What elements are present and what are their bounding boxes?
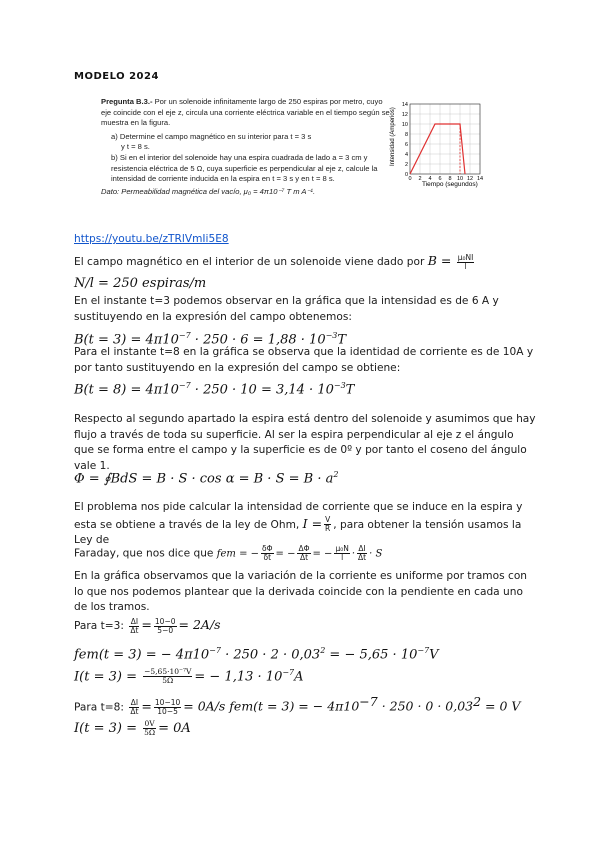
- x-tick-label: 2: [418, 176, 422, 182]
- eq3-exp: 2: [333, 470, 339, 479]
- fem-frac-2: [297, 545, 310, 562]
- x-tick-label: 4: [428, 176, 432, 182]
- eq5-num: −5,65·10⁻⁷V: [144, 667, 192, 677]
- y-tick-label: 14: [401, 102, 408, 108]
- eq5-unit: A: [294, 669, 304, 685]
- fem-d2: Δt: [299, 553, 309, 562]
- fem-dot: ·: [351, 548, 356, 560]
- fem-end: · S: [369, 548, 383, 560]
- x-tick-label: 8: [448, 176, 452, 182]
- problem-text: Por un solenoide infinitamente largo de 250 espiras por metro, cuyo eje coincide con el eje z, circula una corriente eléctrica variable en el tiempo según se muestra en la figura.: [101, 97, 390, 128]
- fem-d1: δt: [263, 553, 272, 562]
- part-a-text-2: y t = 8 s.: [121, 142, 150, 152]
- turns-per-length: N/l = 250 espiras/m: [74, 276, 207, 291]
- paragraph-faraday: [74, 545, 536, 562]
- p3-result: = 2A/s: [178, 617, 221, 632]
- p8-frac2: [154, 699, 181, 716]
- part-a-text: Determine el campo magnético en su interior para t = 3 s: [119, 131, 312, 141]
- fem-frac-4: [357, 545, 367, 562]
- fem-n3: μ₀N: [335, 544, 349, 553]
- x-tick-label: 6: [438, 176, 442, 182]
- part-b-label: b): [111, 152, 118, 162]
- ohm-num: V: [325, 515, 331, 524]
- paragraph-t8: Para el instante t=8 en la gráfica se observa que la identidad de corriente es de 10A y por tanto sustituyendo en la expresión del campo se obtiene:: [74, 346, 534, 374]
- paragraph-t3: En el instante t=3 podemos observar en la gráfica que la intensidad es de 6 A y sustituyendo en la expresión del campo obtenemos:: [74, 295, 499, 323]
- eq1-exp2: −3: [325, 331, 338, 340]
- frac-num: μ₀NI: [457, 252, 474, 262]
- p8-result: = 0A/s fem(t = 3) = − 4π10: [183, 698, 360, 714]
- ohm-text-2: , para obtener la tensión usamos la Ley de: [74, 518, 522, 546]
- current-curve: [410, 124, 465, 174]
- p3-label: Para t=3:: [74, 620, 124, 632]
- eq1-a: B(t = 3) = 4π10: [74, 332, 179, 348]
- eq4-a: fem(t = 3) = − 4π10: [74, 647, 210, 663]
- part-b-text: Si en el interior del solenoide hay una espira cuadrada de lado a = 3 cm y resistencia eléctrica de 5 Ω, cuya superficie es perpendicular al eje z, calcule la intensidad de corriente inducida en la espira en t = 3 s y en t = 8 s.: [111, 152, 378, 184]
- x-tick-label: 14: [476, 176, 484, 182]
- eq1-exp: −7: [178, 331, 191, 340]
- y-tick-label: 2: [404, 162, 408, 168]
- equation-current-t8: [74, 720, 536, 737]
- y-tick-label: 12: [401, 112, 408, 118]
- eq4-exp2: 2: [320, 646, 326, 655]
- data-note: Dato: Permeabilidad magnética del vacío, μ₀ = 4π10⁻⁷ T m A⁻¹.: [101, 186, 316, 196]
- eq4-c: = − 5,65 · 10: [325, 647, 418, 663]
- eq5-exp: −7: [282, 668, 295, 677]
- fem-frac-1: [261, 545, 274, 562]
- faraday-text: Faraday, que nos dice que: [74, 547, 214, 560]
- figure-ylabel: Intensidad (Amperios): [390, 107, 396, 166]
- fem-a: fem = −: [216, 548, 260, 560]
- p8-d2: 10−5: [157, 707, 178, 717]
- fem-mid: = −: [275, 548, 296, 560]
- x-tick-label: 10: [456, 176, 464, 182]
- paragraph-second-part: Respecto al segundo apartado la espira está dentro del solenoide y asumimos que hay flujo a través de toda su superficie. Al ser la espira perpendicular al eje z el ángulo que se forma entre el campo y la superficie es de 0º y por tanto el coseno del ángulo vale 1.: [74, 413, 536, 472]
- part-a-label: a): [111, 131, 118, 141]
- eq5-a: I(t = 3) =: [74, 669, 137, 685]
- equation-b-t8: [74, 378, 536, 398]
- text-line-1: [74, 253, 536, 271]
- p3-num: ΔI: [130, 616, 139, 626]
- video-link[interactable]: https://youtu.be/zTRlVmIi5E8: [74, 233, 229, 245]
- eq2-exp: −7: [178, 381, 191, 390]
- intro-text: El campo magnético en el interior de un solenoide viene dado por: [74, 256, 425, 268]
- plot-frame: [410, 104, 480, 174]
- fem-d4: Δt: [358, 553, 367, 562]
- p8-end: = 0 V: [481, 698, 521, 714]
- eq6-den: 5Ω: [144, 728, 156, 737]
- eq6-num: 0V: [144, 719, 155, 728]
- p8-exp: −7: [359, 694, 378, 709]
- ohm-text: El problema nos pide calcular la intensidad de corriente que se induce en la espira y esta se obtiene a través de la ley de Ohm,: [74, 501, 523, 531]
- eq4-exp3: −7: [417, 646, 430, 655]
- y-tick-label: 0: [404, 172, 408, 178]
- equation-current-t3: [74, 665, 536, 685]
- frac-den: l: [464, 261, 467, 271]
- fem-n1: δΦ: [262, 544, 273, 553]
- p3-eq: =: [141, 617, 152, 632]
- fem-n4: ΔI: [358, 544, 366, 553]
- derivative-t3: [74, 617, 536, 635]
- ohm-den: R: [325, 524, 331, 533]
- eq2-b: · 250 · 10 = 3,14 · 10: [190, 382, 334, 398]
- fem-mid2: = −: [312, 548, 333, 560]
- eq6-result: = 0A: [158, 721, 191, 736]
- p8-rest: · 250 · 0 · 0,03: [377, 698, 474, 714]
- eq4-unit: V: [429, 647, 439, 663]
- eq6-a: I(t = 3) =: [74, 721, 137, 736]
- problem-label: Pregunta B.3.-: [101, 97, 153, 106]
- x-tick-label: 0: [408, 176, 412, 182]
- p8-n2: 10−10: [154, 698, 181, 708]
- eq4-exp: −7: [209, 646, 221, 655]
- formula-b: B =: [427, 253, 452, 268]
- paragraph-slopes: En la gráfica observamos que la variación de la corriente es uniforme por tramos con lo que nos podemos plantear que la derivada coincide con la pendiente en cada uno de los tramos.: [74, 570, 528, 613]
- fem-n2: ΔΦ: [298, 544, 310, 553]
- eq4-b: · 250 · 2 · 0,03: [220, 647, 321, 663]
- p8-den: Δt: [130, 707, 139, 717]
- derivative-t8: [74, 694, 536, 716]
- y-tick-label: 6: [404, 142, 408, 148]
- eq5-den: 5Ω: [162, 676, 174, 686]
- p8-eq: =: [141, 698, 152, 714]
- p3-d2: 5−0: [157, 625, 174, 635]
- current-time-figure: [388, 96, 488, 188]
- problem-statement: [101, 97, 393, 197]
- p8-num: ΔI: [130, 698, 139, 708]
- x-tick-label: 12: [466, 176, 474, 182]
- y-tick-label: 10: [401, 122, 408, 128]
- p3-n2: 10−0: [154, 616, 176, 626]
- eq2-exp2: −3: [333, 381, 346, 390]
- paragraph-ohm: [74, 500, 536, 549]
- eq6-frac: [143, 720, 156, 737]
- p8-exp2: 2: [473, 694, 482, 709]
- p3-den: Δt: [130, 625, 139, 635]
- fem-frac-3: [334, 545, 349, 562]
- eq1-b: · 250 · 6 = 1,88 · 10: [190, 332, 326, 348]
- eq2-a: B(t = 8) = 4π10: [74, 382, 179, 398]
- p8-label: Para t=8:: [74, 701, 124, 714]
- figure-xlabel: Tiempo (segundos): [422, 181, 478, 188]
- eq3-a: Φ = ∮BdS = B · S · cos α = B · S = B · a: [74, 471, 334, 487]
- fem-d3: l: [341, 553, 344, 562]
- eq5-frac: [143, 668, 192, 685]
- p3-frac2: [154, 618, 177, 635]
- y-tick-label: 4: [404, 152, 408, 158]
- eq2-unit: T: [345, 382, 355, 398]
- p8-frac: [129, 699, 139, 716]
- equation-flux: [74, 467, 536, 487]
- fraction-b: [457, 254, 475, 271]
- ohm-formula: I =: [302, 515, 323, 531]
- ohm-fraction: [324, 516, 331, 533]
- eq5-b: = − 1,13 · 10: [194, 669, 283, 685]
- document-heading: MODELO 2024: [74, 71, 159, 82]
- y-tick-label: 8: [404, 132, 408, 138]
- equation-fem-t3: [74, 643, 536, 663]
- eq1-unit: T: [337, 332, 347, 348]
- p3-frac: [129, 618, 139, 635]
